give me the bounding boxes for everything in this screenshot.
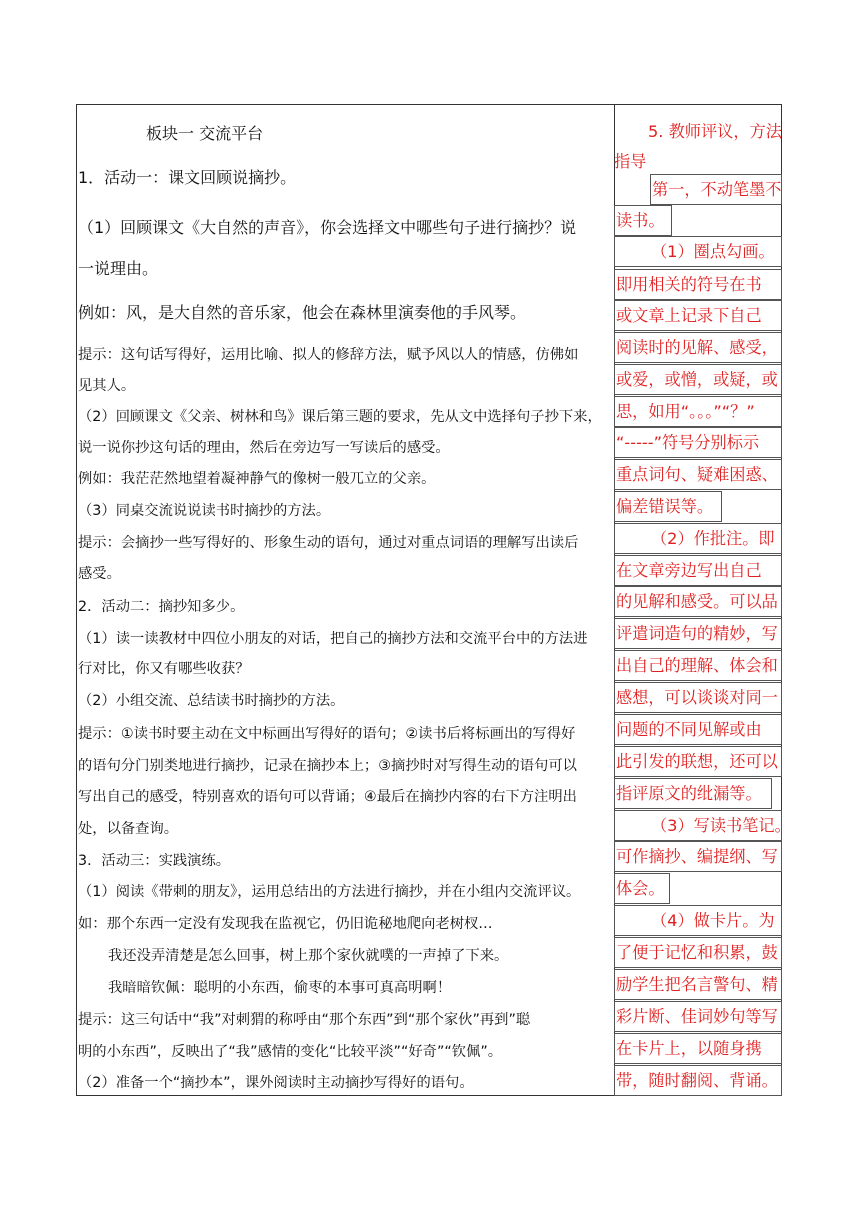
activity-three-heading: 3．活动三：实践演练。 [78,853,231,869]
note-subheading: （1）圈点勾画。 [614,236,782,267]
text-line: （1）阅读《带刺的朋友》，运用总结出的方法进行摘抄，并在小组内交流评议。 [78,884,581,900]
note-line: 或文章上记录下自己 [614,300,782,331]
note-line: 励学生把名言警句、精 [614,969,782,1000]
note-line: 在文章旁边写出自己 [614,555,782,586]
text-line: 写出自己的感受，特别喜欢的语句可以背诵；④最后在摘抄内容的右下方注明出 [78,789,577,805]
note-line: 出自己的理解、体会和 [614,650,782,681]
text-line: 一说理由。 [78,259,159,278]
note-heading: 指导 [614,152,647,171]
note-line: 思，如用“。。。”“？” [614,396,782,427]
note-line: 指评原文的纰漏等。 [614,778,772,809]
section-title: 板块一 交流平台 [146,124,264,143]
note-line: 此引发的联想，还可以 [614,746,782,777]
text-line: （2）小组交流、总结读书时摘抄的方法。 [78,693,345,709]
note-subheading: （2）作批注。即 [614,523,782,554]
example-line: 如：那个东西一定没有发现我在监视它，仍旧诡秘地爬向老树杈… [78,916,493,932]
note-subheading: （4）做卡片。为 [614,905,782,936]
text-line: （3）同桌交流说说读书时摘抄的方法。 [78,503,331,519]
hint-line: 提示：①读书时要主动在文中标画出写得好的语句；②读书后将标画出的写得好 [78,726,576,742]
note-heading: 5. 教师评议，方法 [648,122,782,141]
note-subheading: （3）写读书笔记。 [614,810,782,841]
text-line: 处，以备查询。 [78,821,179,837]
hint-line: 提示：这句话写得好，运用比喻、拟人的修辞方法，赋予风以人的情感，仿佛如 [78,347,579,363]
text-line: （1）读一读教材中四位小朋友的对话，把自己的摘抄方法和交流平台中的方法进 [78,631,588,647]
note-line: 彩片断、佳词妙句等写 [614,1001,782,1032]
activity-one-heading: 1．活动一：课文回顾说摘抄。 [78,168,297,187]
example-line: 我暗暗钦佩：聪明的小东西，偷枣的本事可真高明啊！ [108,980,452,996]
example-line: 例如：风，是大自然的音乐家，他会在森林里演奏他的手风琴。 [78,303,527,322]
text-line: （1）回顾课文《大自然的声音》，你会选择文中哪些句子进行摘抄？说 [78,218,577,237]
note-line: 问题的不同见解或由 [614,714,782,745]
note-line: 可作摘抄、编提纲、写 [614,841,782,872]
note-line: 带，随时翻阅、背诵。 [614,1065,782,1096]
text-line: 见其人。 [78,378,136,394]
text-line: 行对比，你又有哪些收获？ [78,661,250,677]
hint-line: 提示：会摘抄一些写得好的、形象生动的语句，通过对重点词语的理解写出读后 [78,535,579,551]
note-line: 读书。 [614,205,672,236]
note-line: 偏差错误等。 [614,491,722,522]
note-line: 感想，可以谈谈对同一 [614,682,782,713]
text-line: 感受。 [78,566,121,582]
note-line: 即用相关的符号在书 [614,269,782,300]
text-line: 明的小东西”，反映出了“我”感情的变化“比较平淡”“好奇”“钦佩”。 [78,1044,503,1060]
text-line: 的语句分门别类地进行摘抄，记录在摘抄本上；③摘抄时对写得生动的语句可以 [78,758,577,774]
note-line: “-----”符号分别标示 [614,427,782,458]
note-line: 在卡片上，以随身携 [614,1033,782,1064]
note-line: 或爱，或憎，或疑，或 [614,364,782,395]
note-line: 重点词句、疑难困惑、 [614,459,782,490]
hint-line: 提示：这三句话中“我”对刺猬的称呼由“那个东西”到“那个家伙”再到”聪 [78,1012,531,1028]
example-line: 例如：我茫茫然地望着凝神静气的像树一般兀立的父亲。 [78,471,436,487]
note-line: 评遣词造句的精妙，写 [614,618,782,649]
note-line: 第一，不动笔墨不 [650,174,782,205]
note-line: 体会。 [614,873,670,904]
text-line: （2）回顾课文《父亲、树林和鸟》课后第三题的要求，先从文中选择句子抄下来， [78,409,602,425]
note-line: 阅读时的见解、感受， [614,332,782,363]
example-line: 我还没弄清楚是怎么回事，树上那个家伙就噗的一声掉了下来。 [108,948,509,964]
note-line: 的见解和感受。可以品 [614,586,782,617]
text-line: 说一说你抄这句话的理由，然后在旁边写一写读后的感受。 [78,440,450,456]
text-line: （2）准备一个“摘抄本”，课外阅读时主动摘抄写得好的语句。 [78,1075,474,1091]
activity-two-heading: 2．活动二：摘抄知多少。 [78,599,245,615]
note-line: 了便于记忆和积累，鼓 [614,937,782,968]
